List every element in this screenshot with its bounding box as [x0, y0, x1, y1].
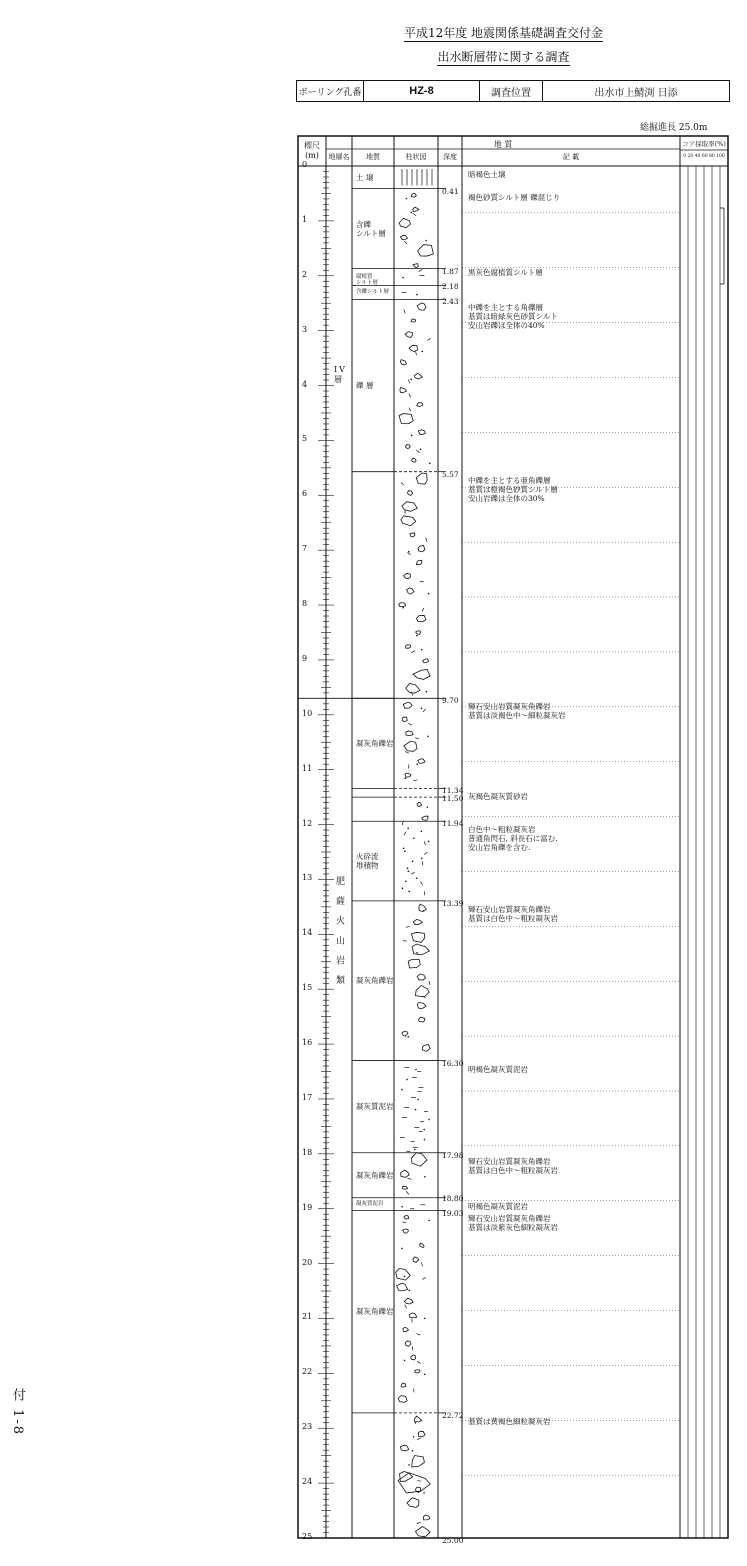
- pebble-mark: [399, 603, 406, 607]
- depth-label: 5.57: [442, 469, 459, 479]
- texture-mark: [423, 709, 426, 712]
- texture-dot: [415, 1422, 417, 1424]
- depth-label: 25.00: [442, 1536, 464, 1545]
- texture-dot: [404, 1276, 406, 1278]
- pebble-mark: [397, 1283, 408, 1291]
- location-label: 調査位置: [480, 81, 543, 101]
- texture-dot: [424, 1176, 426, 1178]
- texture-dot: [405, 880, 407, 882]
- texture-dot: [408, 870, 410, 872]
- texture-dot: [410, 212, 412, 214]
- pebble-mark: [415, 1370, 420, 1373]
- pebble-mark: [417, 403, 423, 407]
- description-header: 記 載: [562, 153, 580, 161]
- texture-dot: [428, 1119, 430, 1121]
- pebble-mark: [413, 669, 430, 679]
- texture-dot: [407, 827, 409, 829]
- boring-no-label: ボーリング孔番: [297, 81, 364, 101]
- texture-mark: [416, 450, 419, 452]
- texture-mark: [402, 821, 403, 825]
- texture-mark: [421, 882, 423, 885]
- depth-label: 18.80: [442, 1193, 464, 1203]
- texture-mark: [401, 482, 404, 485]
- depth-header: 深度: [443, 153, 457, 161]
- texture-dot: [424, 1139, 426, 1141]
- pebble-mark: [411, 458, 416, 462]
- texture-dot: [416, 952, 418, 954]
- texture-mark: [404, 241, 407, 244]
- depth-label: 11.50: [442, 794, 464, 804]
- layer-description: 灰褐色凝灰質砂岩: [468, 792, 528, 802]
- scale-label: 3: [302, 324, 308, 334]
- texture-dot: [428, 1220, 430, 1222]
- pebble-mark: [422, 816, 428, 820]
- texture-dot: [425, 240, 427, 242]
- formation-name: 肥 薩 火 山 岩 類: [334, 876, 344, 989]
- lithology-label: 含礫 シルト層: [356, 219, 386, 238]
- scale-label: 7: [302, 544, 308, 554]
- texture-dot: [401, 1089, 403, 1091]
- texture-dot: [410, 379, 412, 381]
- report-subtitle-text: 出水断層帯に関する調査: [437, 50, 570, 64]
- scale-label: 25: [302, 1532, 313, 1541]
- scale-label: 14: [302, 928, 313, 938]
- texture-dot: [411, 435, 413, 437]
- texture-dot: [406, 1079, 408, 1081]
- texture-dot: [424, 1318, 426, 1320]
- texture-mark: [406, 926, 410, 927]
- layer-description: 明褐色凝灰質泥岩: [468, 1064, 528, 1074]
- depth-label: 1.87: [442, 266, 459, 276]
- pebble-mark: [404, 741, 417, 751]
- depth-label: 22.72: [442, 1410, 464, 1420]
- lithology-label: 腐植質 シルト層: [356, 274, 378, 287]
- layer-description: 黒灰色腐植質シルト層: [468, 267, 543, 277]
- texture-mark: [408, 723, 412, 725]
- texture-mark: [416, 351, 417, 355]
- pebble-mark: [410, 533, 415, 537]
- texture-dot: [420, 449, 422, 451]
- pebble-mark: [405, 773, 411, 777]
- texture-mark: [421, 1262, 422, 1266]
- texture-dot: [404, 850, 406, 852]
- scale-label: 2: [302, 269, 308, 279]
- texture-dot: [404, 778, 406, 780]
- boring-no-value: HZ-8: [364, 81, 480, 101]
- scale-label: 11: [302, 763, 313, 773]
- pebble-mark: [411, 319, 416, 322]
- texture-dot: [401, 1248, 403, 1250]
- depth-label: 9.70: [442, 696, 459, 706]
- pebble-mark: [401, 1170, 410, 1177]
- layer-description: 明褐色凝灰質泥岩: [468, 1201, 528, 1211]
- pebble-mark: [407, 491, 412, 496]
- depth-label: 2.18: [442, 281, 459, 291]
- texture-mark: [411, 651, 414, 653]
- pebble-mark: [412, 1153, 427, 1167]
- pebble-mark: [409, 1313, 417, 1318]
- texture-mark: [407, 1178, 411, 1179]
- total-length: 総掘進長 25.0m: [640, 123, 708, 133]
- texture-mark: [424, 891, 425, 895]
- pebble-mark: [402, 717, 407, 722]
- texture-mark: [413, 780, 417, 781]
- texture-dot: [427, 736, 429, 738]
- texture-dot: [413, 837, 415, 839]
- scale-header: 標尺: [304, 141, 320, 150]
- texture-dot: [421, 708, 423, 710]
- texture-dot: [423, 1492, 425, 1494]
- texture-mark: [417, 1481, 421, 1482]
- texture-dot: [421, 649, 423, 651]
- pebble-mark: [412, 1456, 425, 1467]
- texture-mark: [407, 552, 410, 555]
- scale-unit: (m): [305, 151, 319, 160]
- texture-dot: [413, 1436, 415, 1438]
- pebble-mark: [415, 985, 429, 996]
- pebble-mark: [398, 1396, 407, 1403]
- texture-dot: [402, 277, 404, 279]
- texture-dot: [403, 847, 405, 849]
- pebble-mark: [399, 218, 410, 227]
- pebble-mark: [413, 919, 422, 924]
- lithology-label: 含礫シルト層: [356, 289, 389, 296]
- pebble-mark: [396, 1268, 411, 1280]
- pebble-mark: [417, 615, 426, 621]
- pebble-mark: [416, 1527, 431, 1537]
- layer-description: 輝石安山岩質凝灰角礫岩 基質は白色中〜粗粒凝灰岩: [468, 1156, 558, 1175]
- texture-mark: [427, 338, 431, 340]
- pebble-mark: [411, 932, 424, 942]
- scale-label: 8: [302, 599, 308, 609]
- boulder-mark: [398, 1473, 430, 1493]
- scale-label: 23: [302, 1422, 313, 1432]
- scale-label: 5: [302, 434, 308, 444]
- texture-mark: [411, 872, 415, 874]
- texture-mark: [424, 841, 425, 845]
- formation-name: IV 層: [334, 364, 347, 384]
- texture-mark: [406, 1191, 409, 1194]
- core-rate-header: コア採取率(%): [682, 140, 726, 148]
- texture-dot: [409, 1290, 411, 1292]
- pebble-mark: [418, 1017, 424, 1022]
- pebble-mark: [417, 802, 422, 806]
- pebble-mark: [401, 516, 416, 526]
- depth-label: 19.03: [442, 1209, 464, 1219]
- lithology-label: 火砕流 堆積物: [356, 852, 379, 871]
- lithology-label: 土 壌: [356, 172, 374, 182]
- texture-mark: [404, 309, 405, 313]
- texture-dot: [429, 463, 431, 465]
- pebble-mark: [411, 193, 416, 197]
- texture-dot: [417, 1099, 419, 1101]
- pebble-mark: [402, 502, 417, 512]
- lithology-label: 凝灰質泥岩: [356, 1102, 394, 1112]
- texture-dot: [428, 840, 430, 842]
- texture-dot: [412, 860, 414, 862]
- scale-label: 17: [302, 1092, 313, 1102]
- texture-mark: [424, 852, 427, 854]
- formation-header: 地層名: [328, 153, 350, 161]
- scale-label: 21: [302, 1312, 313, 1322]
- pebble-mark: [400, 360, 406, 365]
- pebble-mark: [404, 1298, 413, 1304]
- texture-mark: [404, 832, 406, 835]
- texture-dot: [426, 691, 428, 693]
- layer-description: 基質は黄褐色細粒凝灰岩: [468, 1416, 551, 1426]
- pebble-mark: [422, 1045, 430, 1052]
- pebble-mark: [400, 235, 407, 240]
- pebble-mark: [408, 959, 420, 968]
- texture-dot: [416, 877, 418, 879]
- pebble-mark: [409, 345, 418, 351]
- texture-mark: [429, 981, 430, 985]
- layer-description: 輝石安山岩質凝灰角礫岩 基質は淡褐色中〜細粒凝灰岩: [468, 702, 566, 721]
- scale-label: 6: [302, 489, 308, 499]
- pebble-mark: [399, 414, 413, 424]
- layer-description: 中礫を主とする角礫層 基質は暗緑灰色砂質シルト 安山岩礫は全体の40%: [468, 303, 558, 331]
- texture-dot: [402, 607, 404, 609]
- pebble-mark: [423, 659, 429, 663]
- texture-dot: [423, 1129, 425, 1131]
- pebble-mark: [417, 1002, 426, 1008]
- pebble-mark: [403, 703, 412, 709]
- depth-label: 0.41: [442, 186, 459, 196]
- texture-dot: [408, 890, 410, 892]
- lithology-label: 凝灰角礫岩: [356, 1307, 394, 1317]
- texture-dot: [408, 1464, 410, 1466]
- texture-dot: [416, 764, 418, 766]
- pebble-mark: [406, 683, 420, 693]
- lithology-label: 凝灰角礫岩: [356, 738, 394, 748]
- lithology-label: 凝灰角礫岩: [356, 976, 394, 986]
- texture-mark: [417, 1438, 420, 1440]
- scale-label: 20: [302, 1257, 313, 1267]
- pebble-mark: [413, 1257, 419, 1262]
- pebble-mark: [402, 1186, 407, 1189]
- texture-mark: [417, 1361, 420, 1363]
- texture-mark: [422, 1277, 425, 1279]
- layer-description: 褐色砂質シルト層 礫混じり: [468, 192, 561, 202]
- location-value: 出水市上鯖渕 日添: [594, 87, 678, 99]
- lithology-label: 凝灰角礫岩: [356, 1170, 394, 1180]
- pebble-mark: [414, 373, 422, 379]
- texture-dot: [401, 1206, 403, 1208]
- pebble-mark: [418, 545, 425, 551]
- scale-label: 9: [302, 653, 308, 663]
- depth-label: 11.34: [442, 786, 464, 796]
- lithology-header: 地質: [366, 153, 380, 161]
- pebble-mark: [406, 645, 411, 649]
- texture-dot: [406, 198, 408, 200]
- lithology-label: 礫 層: [356, 381, 374, 391]
- texture-mark: [417, 1522, 421, 1523]
- pebble-mark: [403, 1328, 409, 1332]
- depth-label: 13.39: [442, 898, 464, 908]
- texture-dot: [414, 1149, 416, 1151]
- texture-mark: [409, 394, 411, 397]
- scale-label: 18: [302, 1147, 313, 1157]
- texture-mark: [422, 608, 424, 612]
- pebble-mark: [416, 473, 427, 484]
- depth-label: 17.98: [442, 1150, 464, 1160]
- pebble-mark: [407, 1498, 419, 1508]
- column-patterns: [396, 169, 434, 1537]
- texture-dot: [415, 1069, 417, 1071]
- texture-dot: [407, 867, 409, 869]
- column-header: 柱状図: [405, 153, 427, 161]
- scale-label: 10: [302, 708, 313, 718]
- pebble-mark: [402, 1031, 408, 1036]
- pebble-mark: [400, 1445, 408, 1451]
- layer-description: 暗褐色土壌: [468, 170, 506, 179]
- report-title-text: 平成12年度 地震関係基礎調査交付金: [403, 26, 604, 40]
- texture-dot: [416, 294, 418, 296]
- core-rate-ticks: 0 20 40 60 80 100: [683, 154, 725, 159]
- layer-description: 白色中〜粗粒凝灰岩 普通角閃石, 斜長石に富む. 安山岩角礫を含む.: [468, 825, 558, 853]
- pebble-mark: [401, 1383, 406, 1387]
- layer-description: 輝石安山岩質凝灰角礫岩 基質は淡紫灰色細粒凝灰岩: [468, 1214, 558, 1233]
- scale-label: 15: [302, 983, 313, 993]
- pebble-mark: [406, 1341, 411, 1346]
- texture-mark: [426, 538, 427, 542]
- depth-label: 2.43: [442, 297, 459, 307]
- scale-label: 1: [302, 214, 308, 224]
- pebble-mark: [416, 631, 421, 635]
- layer-description: 輝石安山岩質凝灰角礫岩 基質は白色中〜粗粒凝灰岩: [468, 904, 558, 923]
- scale-label: 13: [302, 873, 313, 883]
- pebble-mark: [419, 904, 426, 911]
- pebble-mark: [404, 1215, 409, 1219]
- texture-mark: [408, 379, 409, 383]
- pebble-mark: [406, 731, 413, 736]
- texture-dot: [404, 1360, 406, 1362]
- texture-dot: [407, 1036, 409, 1038]
- scale-label: 19: [302, 1202, 313, 1212]
- layer-description: 中礫を主とする亜角礫層 基質は橙褐色砂質シルト層 安山岩礫は全体の30%: [468, 475, 558, 503]
- pebble-mark: [414, 1416, 422, 1422]
- texture-dot: [421, 351, 423, 353]
- texture-dot: [408, 551, 410, 553]
- pebble-mark: [417, 974, 425, 980]
- texture-dot: [415, 1109, 417, 1111]
- texture-dot: [416, 635, 418, 637]
- pebble-mark: [400, 387, 407, 392]
- pebble-mark: [423, 1515, 429, 1520]
- page-label: 付 1-8: [10, 1388, 25, 1437]
- pebble-mark: [418, 1431, 425, 1436]
- pebble-mark: [417, 303, 426, 310]
- pebble-mark: [407, 588, 415, 594]
- depth-label: 11.94: [442, 819, 464, 829]
- geology-header: 地 質: [493, 140, 513, 149]
- scale-label: 24: [302, 1477, 313, 1487]
- pebble-mark: [411, 1355, 416, 1360]
- texture-mark: [415, 738, 419, 739]
- scale-label: 16: [302, 1038, 313, 1048]
- texture-dot: [423, 910, 425, 912]
- texture-dot: [421, 857, 423, 859]
- texture-mark: [422, 861, 423, 865]
- pebble-mark: [405, 445, 410, 449]
- texture-mark: [409, 408, 411, 411]
- pebble-mark: [403, 1229, 409, 1233]
- texture-dot: [421, 830, 423, 832]
- scale-label: 12: [302, 818, 313, 828]
- pebble-mark: [418, 430, 425, 435]
- pebble-mark: [416, 560, 422, 564]
- texture-dot: [427, 806, 429, 808]
- pebble-mark: [405, 332, 413, 338]
- scale-label: 4: [302, 379, 308, 389]
- texture-dot: [424, 1374, 426, 1376]
- scale-label: 22: [302, 1367, 313, 1377]
- texture-dot: [412, 1450, 414, 1452]
- texture-dot: [428, 593, 430, 595]
- depth-label: 16.30: [442, 1058, 464, 1068]
- texture-mark: [419, 269, 422, 271]
- texture-mark: [402, 1222, 406, 1223]
- scale-label: 0: [302, 160, 308, 169]
- texture-mark: [405, 1305, 407, 1308]
- texture-mark: [413, 1388, 414, 1392]
- pebble-mark: [420, 1243, 425, 1247]
- pebble-mark: [412, 944, 429, 955]
- pebble-mark: [418, 245, 434, 256]
- pebble-mark: [404, 573, 411, 578]
- pebble-mark: [418, 759, 425, 764]
- texture-mark: [405, 752, 409, 753]
- pebble-mark: [413, 207, 419, 211]
- pebble-mark: [413, 264, 418, 268]
- texture-dot: [402, 887, 404, 889]
- texture-mark: [416, 1334, 420, 1336]
- texture-mark: [413, 213, 416, 216]
- lithology-label: 凝灰質泥岩: [356, 1201, 384, 1208]
